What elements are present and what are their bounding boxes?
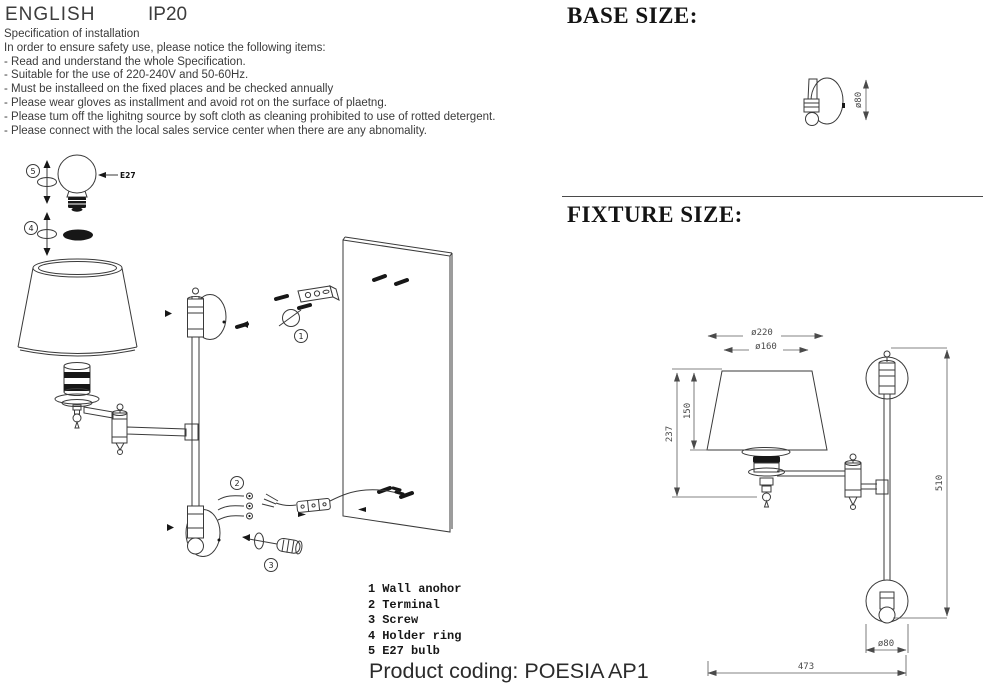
specification-text	[4, 28, 544, 138]
step-number-bulb: 5	[30, 167, 36, 176]
wire	[218, 496, 244, 500]
dim-shade-inner	[724, 341, 808, 352]
head-height-label: 237	[665, 425, 675, 443]
parts-list-row	[368, 644, 461, 660]
e27-label: E27	[120, 171, 136, 180]
installation-diagram	[0, 148, 560, 583]
fixture-pole	[866, 351, 908, 623]
mounting-bracket-step	[237, 286, 339, 343]
lamp-shade	[18, 259, 137, 356]
parts-list	[368, 582, 461, 660]
dim-shade-outer	[708, 327, 823, 338]
section-divider	[562, 196, 983, 197]
base-plate	[804, 78, 845, 126]
spec-item: - Please tum off the lighitng source by soft cloth as cleaning prohibited to use of rotted detergent.	[4, 110, 496, 123]
shade-height-label: 150	[683, 402, 693, 420]
spec-title: Specification of installation	[4, 28, 140, 40]
screw	[299, 305, 310, 308]
wire	[218, 506, 244, 510]
parts-list-row	[368, 582, 461, 598]
parts-list-row	[368, 629, 461, 645]
fixture-socket	[742, 448, 790, 508]
fixture-size-drawing	[650, 320, 980, 690]
stripped-wire	[262, 494, 278, 507]
screwdriver-step	[242, 533, 303, 572]
step-number-terminal: 2	[234, 479, 240, 488]
part-name: Screw	[382, 613, 419, 628]
base-diameter-label: ø80	[854, 91, 864, 109]
step-number-ring: 4	[28, 224, 34, 233]
wall-anchor	[396, 280, 407, 284]
spec-item: - Read and understand the whole Specification.	[4, 55, 246, 68]
bulb-step	[27, 155, 136, 212]
step-number-anchor: 1	[298, 332, 304, 341]
shade-inner-label: ø160	[755, 342, 777, 352]
holder-ring	[63, 230, 93, 241]
part-name: Wall anohor	[382, 582, 462, 596]
spec-item: - Please wear gloves as installment and avoid rot on the surface of plaetng.	[4, 96, 387, 109]
screw	[276, 296, 287, 299]
dim-shade-height	[683, 373, 694, 449]
plate-diameter-label: ø80	[877, 639, 895, 649]
fixture-shade	[707, 371, 827, 450]
supply-wire	[330, 490, 398, 501]
part-number: 3	[368, 613, 376, 628]
swing-arm	[84, 404, 198, 455]
language-label: ENGLISH	[5, 4, 96, 25]
spec-item: - Suitable for the use of 220-240V and 50-60Hz.	[4, 69, 249, 82]
dim-total-height	[935, 350, 947, 616]
spec-item: - Please connect with the local sales service center when there are any abnomality.	[4, 124, 427, 137]
parts-list-row	[368, 613, 461, 629]
part-number: 5	[368, 644, 376, 659]
parts-list-row	[368, 598, 461, 614]
fixture-arm	[777, 454, 888, 510]
lamp-socket	[55, 363, 99, 429]
ip-rating-label: IP20	[148, 4, 188, 25]
light-bulb-icon	[58, 155, 96, 212]
dim-total-width	[708, 662, 906, 673]
part-name: E27 bulb	[382, 644, 440, 659]
base-diameter-dimension	[854, 80, 866, 120]
spec-intro: In order to ensure safety use, please notice the following items:	[4, 41, 326, 54]
screwdriver-handle	[276, 538, 303, 555]
total-height-label: 510	[935, 474, 945, 492]
wall-anchor	[374, 276, 385, 280]
terminal-block	[297, 498, 331, 512]
rotate-arrow-icon	[38, 212, 57, 256]
dim-plate-diameter	[866, 639, 906, 650]
base-size-drawing	[780, 55, 920, 150]
screw-direction-arrow	[165, 310, 172, 317]
product-coding: Product coding: POESIA AP1	[369, 659, 649, 683]
spec-item: - Must be installeed on the fixed places and be checked annually	[4, 83, 334, 96]
shade-outer-label: ø220	[751, 328, 773, 338]
terminal-step	[218, 477, 403, 521]
part-name: Terminal	[382, 597, 440, 612]
base-size-title: BASE SIZE:	[567, 3, 698, 28]
dim-head-height	[665, 373, 677, 496]
extension-lines	[672, 348, 947, 676]
step-number-screw: 3	[268, 561, 274, 570]
rotate-arrow-icon	[38, 160, 57, 204]
part-name: Holder ring	[382, 628, 462, 643]
part-number: 1	[368, 582, 376, 596]
holder-ring-step	[25, 212, 94, 256]
total-width-label: 473	[797, 662, 815, 672]
screw-direction-arrow	[167, 524, 174, 531]
part-number: 4	[368, 628, 376, 643]
part-number: 2	[368, 597, 376, 612]
wire	[218, 516, 244, 520]
screw-direction-arrow	[358, 507, 366, 512]
fixture-size-title: FIXTURE SIZE:	[567, 202, 743, 227]
e27-callout	[98, 171, 136, 180]
